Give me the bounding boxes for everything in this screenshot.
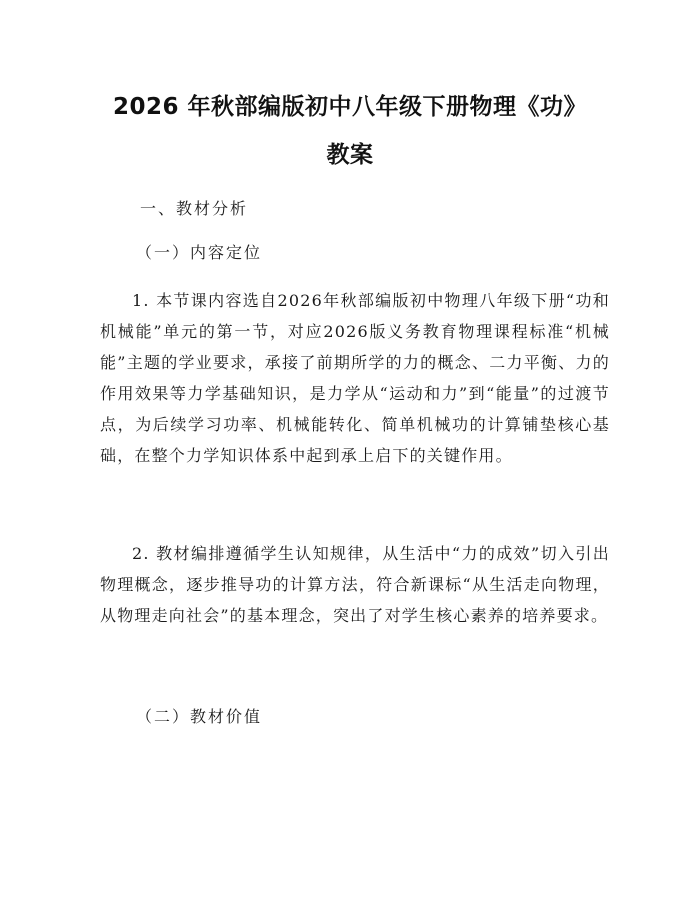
subsection-heading-content-positioning: （一）内容定位 bbox=[136, 243, 263, 262]
section-heading-teaching-material-analysis: 一、教材分析 bbox=[140, 199, 249, 218]
paragraph-content-positioning-1: 1. 本节课内容选自2026年秋部编版初中物理八年级下册“功和机械能”单元的第一节，对应2026版义务教育物理课程标准“机械能”主题的学业要求，承接了前期所学的力的概念、二力平衡、力的作用效果等力学基础知识，是力学从“运动和力”到“能量”的过渡节点，为后续学习功率、机械能转化、简单机械功的计算铺垫核心基础，在整个力学知识体系中起到承上启下的关键作用。 bbox=[100, 291, 610, 465]
document-title: 2026 年秋部编版初中八年级下册物理《功》 bbox=[112, 94, 588, 120]
subsection-heading-teaching-material-value: （二）教材价值 bbox=[136, 707, 263, 726]
paragraph-content-positioning-2: 2. 教材编排遵循学生认知规律，从生活中“力的成效”切入引出物理概念，逐步推导功的计算方法，符合新课标“从生活走向物理，从物理走向社会”的基本理念，突出了对学生核心素养的培养要求。 bbox=[100, 544, 610, 625]
document-title-continued: 教案 bbox=[326, 142, 374, 168]
